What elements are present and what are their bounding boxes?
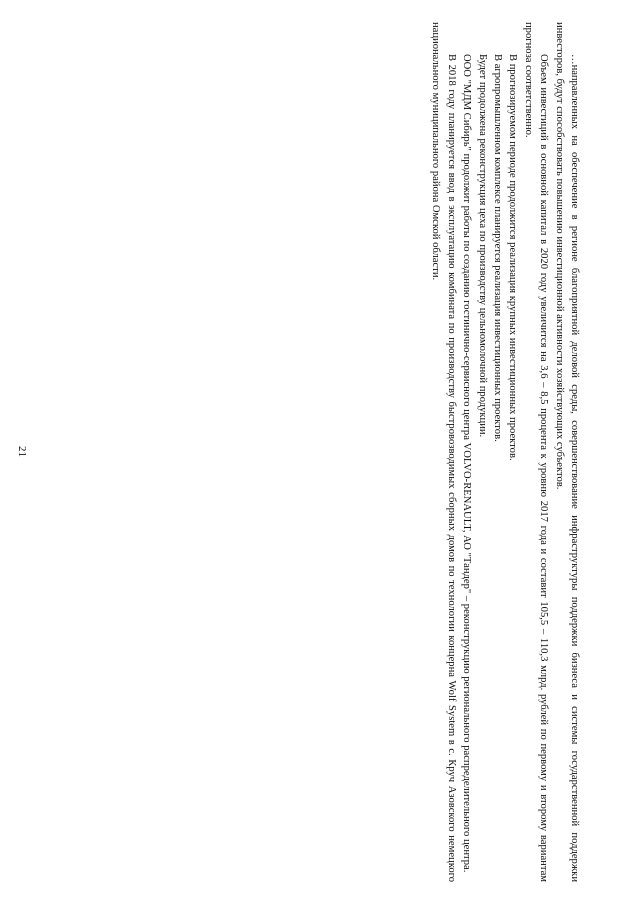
paragraph: …направленных на обеспечение в регионе благоприятной деловой среды, совершенствование инфраструктуры поддержки бизнеса и системы государственной поддержки инвесторов, будут способствовать повышению инвестиционной активности хозяйствующих субъектов.: [553, 22, 580, 882]
paragraph: В агропромышленном комплексе планируется реализация инвестиционных проектов.: [491, 54, 503, 442]
rotated-text-block: [428, 22, 582, 882]
paragraph: В 2018 году планируется ввод в эксплуатацию комбината по производству быстровозводимых сборных домов по технологии концерна Wolf System в с. Круч Азовского немецкого национального муниципального района Омской области.: [430, 22, 457, 882]
paragraph: Объем инвестиций в основной капитал в 2020 году увеличится на 3,6 – 8,5 процента к уровню 2017 года и составит 105,5 – 110,3 млрд. рублей по первому и второму вариантам прогноза соответственно.: [522, 22, 550, 882]
page-number: 21: [16, 446, 28, 457]
paragraph: Будет продолжена реконструкция цеха по производству цельномолочной продукции.: [476, 54, 488, 438]
paragraph: В прогнозируемом периоде продолжится реализация крупных инвестиционных проектов.: [507, 54, 519, 461]
paragraph: ООО "МДМ Сибирь" продолжит работы по созданию гостинично-сервисного центра VOLVO-RENAULT, АО "Тандер" – реконструкцию регионального распределительного центра.: [461, 54, 473, 873]
